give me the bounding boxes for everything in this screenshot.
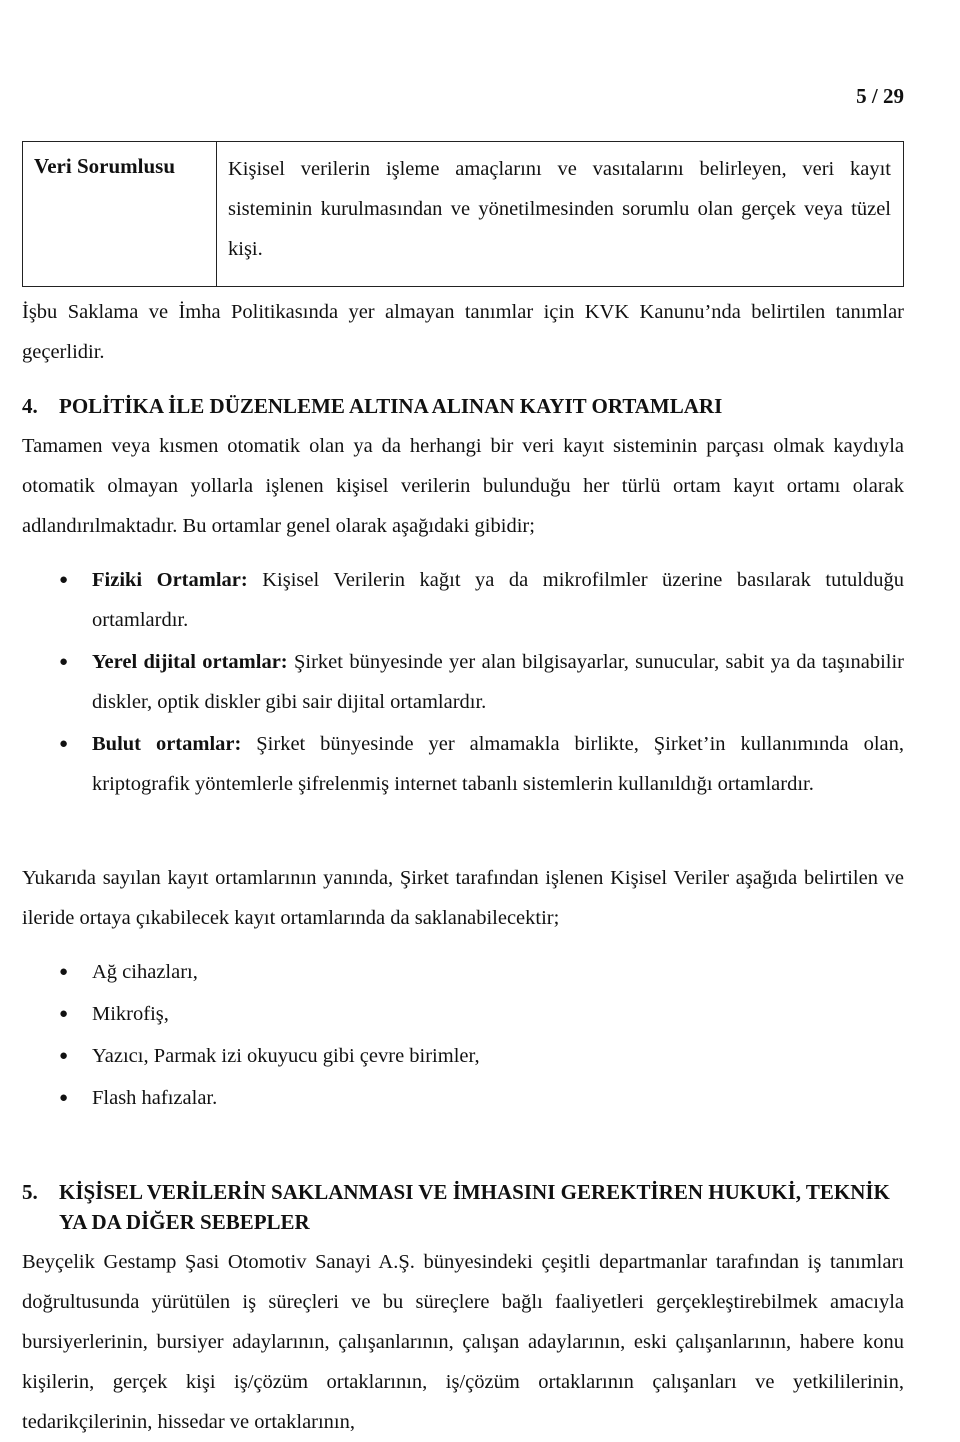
list-item-label: Bulut ortamlar: [92,733,242,755]
list-item [0,560,904,640]
list-item-text: Şirket bünyesinde yer almamakla birlikte, Şirket’in kullanımında olan, kriptografik yöntemlerle şifrelenmiş internet tabanlı sistemlerin kullanıldığı ortamlardır. [92,733,904,795]
section-4-paragraph-2: Yukarıda sayılan kayıt ortamlarının yanında, Şirket tarafından işlenen Kişisel Veriler aşağıda belirtilen ve ileride ortaya çıkabilecek kayıt ortamlarında da saklanabilecektir; [22,867,904,929]
section-5-title: KİŞİSEL VERİLERİN SAKLANMASI VE İMHASINI GEREKTİREN HUKUKİ, TEKNİK YA DA DİĞER SEBEPLER [59,1180,890,1234]
page-number: 5 / 29 [856,84,904,108]
recording-media-list [0,560,960,806]
list-item-text: Şirket bünyesinde yer alan bilgisayarlar, sunucular, sabit ya da taşınabilir diskler, optik diskler gibi sair dijital ortamlardır. [92,651,905,713]
list-item-text: Yazıcı, Parmak izi okuyucu gibi çevre birimler, [92,1045,480,1067]
list-item-text: Kişisel Verilerin kağıt ya da mikrofilmler üzerine basılarak tutulduğu ortamlardır. [92,569,904,631]
section-5-paragraph: Beyçelik Gestamp Şasi Otomotiv Sanayi A.Ş. bünyesindeki çeşitli departmanlar tarafından iş tanımları doğrultusunda yürütülen iş süreçleri ve bu süreçlere bağlı faaliyetleri gerçekleştirebilmek amacıyla bursiyerlerinin, bursiyer adaylarının, çalışanlarının, çalışan adaylarının, eski çalışanlarının, habere konu kişilerin, gerçek kişi iş/çözüm ortaklarının, iş/çözüm ortaklarının çalışanları ve yetkililerinin, tedarikçilerinin, hissedar ve ortaklarının, [22,1251,904,1433]
section-4-paragraph: Tamamen veya kısmen otomatik olan ya da herhangi bir veri kayıt sisteminin parçası olmak kaydıyla otomatik olmayan yollarla işlenen kişisel verilerin bulunduğu her türlü ortam kayıt ortamı olarak adlandırılmaktadır. Bu ortamlar genel olarak aşağıdaki gibidir; [22,435,904,537]
list-item-label: Fiziki Ortamlar: [92,569,248,591]
list-item [0,994,904,1034]
list-item [0,1078,904,1118]
section-5-number: 5. [22,1180,38,1204]
table-divider [216,142,217,286]
bullet-icon: ● [59,1048,69,1064]
section-5-heading [22,1177,904,1237]
bullet-icon: ● [59,964,69,980]
list-item [0,642,904,722]
list-item-text: Flash hafızalar. [92,1087,218,1109]
bullet-icon: ● [59,1090,69,1106]
section-4-title: POLİTİKA İLE DÜZENLEME ALTINA ALINAN KAYIT ORTAMLARI [59,394,723,418]
additional-media-list [0,952,960,1120]
bullet-icon: ● [59,654,69,670]
section-4-number: 4. [22,394,38,418]
list-item-label: Yerel dijital ortamlar: [92,651,288,673]
section-4-heading [22,391,904,421]
definition-table [22,141,904,287]
list-item-text: Ağ cihazları, [92,961,198,983]
definition-term: Veri Sorumlusu [34,154,176,178]
list-item-text: Mikrofiş, [92,1003,169,1025]
bullet-icon: ● [59,736,69,752]
list-item [0,1036,904,1076]
bullet-icon: ● [59,572,69,588]
list-item [0,952,904,992]
bullet-icon: ● [59,1006,69,1022]
intro-paragraph: İşbu Saklama ve İmha Politikasında yer almayan tanımlar için KVK Kanunu’nda belirtilen tanımlar geçerlidir. [22,301,904,363]
definition-description: Kişisel verilerin işleme amaçlarını ve vasıtalarını belirleyen, veri kayıt sisteminin kurulmasından ve yönetilmesinden sorumlu olan gerçek veya tüzel kişi. [228,158,891,260]
list-item [0,724,904,804]
